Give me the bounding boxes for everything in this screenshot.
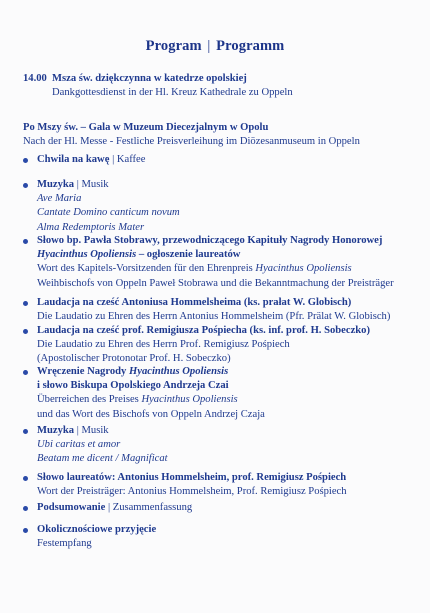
- item-german: Kaffee: [116, 154, 146, 165]
- gala-title-german: Nach der Hl. Messe - Festliche Preisverleihung im Diözesanmuseum in Oppeln: [23, 136, 360, 147]
- bullet-icon: [23, 476, 28, 481]
- program-item-music-2: [23, 424, 423, 467]
- item-polish-rest: i słowo Biskupa Opolskiego Andrzeja Czai: [37, 380, 229, 392]
- item-german: Festempfang: [37, 538, 92, 550]
- item-polish: Słowo laureatów: Antonius Hommelsheim, prof. Remigiusz Pośpiech: [37, 472, 347, 483]
- music-work: Alma Redemptoris Mater: [37, 221, 145, 233]
- item-polish: Laudacja na cześć Antoniusa Hommelsheima (ks. prałat W. Globisch): [37, 297, 352, 308]
- program-item-coffee: [23, 153, 423, 167]
- item-polish: Muzyka: [37, 425, 75, 436]
- prize-name: Hyacinthus Opoliensis: [129, 366, 229, 377]
- mass-time: 14.00: [23, 73, 47, 84]
- item-german: Musik: [81, 179, 109, 190]
- item-german: Die Laudatio zu Ehren des Herrn Prof. Remigiusz Pośpiech: [37, 339, 290, 351]
- item-separator: |: [107, 502, 111, 513]
- program-item-laudatio-pospiech: [23, 324, 423, 367]
- title-separator: |: [207, 38, 211, 54]
- prize-name: Hyacinthus Opoliensis: [141, 394, 238, 406]
- item-german-rest: (Apostolischer Protonotar Prof. H. Sobeczko): [37, 353, 231, 365]
- music-work: Beatam me dicent / Magnificat: [37, 453, 168, 465]
- program-item-chapter-word: [23, 234, 423, 291]
- bullet-icon: [23, 528, 28, 533]
- program-item-music-1: [23, 178, 423, 235]
- title-german: Programm: [216, 38, 285, 54]
- title-polish: Program: [145, 38, 202, 54]
- bullet-icon: [23, 183, 28, 188]
- prize-name: Hyacinthus Opoliensis: [255, 263, 352, 275]
- item-polish: Okolicznościowe przyjęcie: [37, 524, 157, 535]
- item-german: Musik: [81, 425, 109, 436]
- program-item-laudatio-hommelsheim: [23, 296, 423, 324]
- gala-title-polish: Po Mszy św. – Gala w Muzeum Diecezjalnym w Opolu: [23, 122, 269, 133]
- music-work: Cantate Domino canticum novum: [37, 207, 180, 219]
- prize-name: Hyacinthus Opoliensis: [37, 249, 137, 261]
- music-work: Ave Maria: [37, 193, 82, 205]
- bullet-icon: [23, 239, 28, 244]
- item-german: Die Laudatio zu Ehren des Herrn Antonius Hommelsheim (Pfr. Prälat W. Globisch): [37, 311, 391, 323]
- item-separator: |: [112, 154, 115, 165]
- bullet-icon: [23, 329, 28, 334]
- gala-block: [23, 121, 423, 149]
- bullet-icon: [23, 370, 28, 375]
- mass-title-polish: Msza św. dziękczynna w katedrze opolskiej: [52, 73, 247, 84]
- item-polish: Podsumowanie: [37, 502, 106, 513]
- mass-block: [23, 72, 423, 100]
- program-item-summary: [23, 501, 423, 515]
- item-german: Wort des Kapitels-Vorsitzenden für den Ehrenpreis: [37, 263, 256, 275]
- item-german-rest: Weihbischofs von Oppeln Paweł Stobrawa und die Bekanntmachung der Preisträger: [37, 277, 394, 289]
- program-item-laureates-word: [23, 471, 423, 499]
- item-polish: Muzyka: [37, 179, 75, 190]
- item-polish: Laudacja na cześć prof. Remigiusza Pośpiecha (ks. inf. prof. H. Sobeczko): [37, 325, 371, 336]
- item-separator: |: [76, 179, 79, 190]
- bullet-icon: [23, 506, 28, 511]
- item-polish: Wręczenie Nagrody: [37, 366, 129, 377]
- program-item-reception: [23, 523, 423, 551]
- mass-title-german: Dankgottesdienst in der Hl. Kreuz Kathedrale zu Oppeln: [52, 87, 293, 98]
- page-title: [0, 38, 430, 55]
- item-polish: Chwila na kawę: [37, 154, 110, 165]
- program-item-award-ceremony: [23, 365, 423, 422]
- item-german-rest: und das Wort des Bischofs von Oppeln Andrzej Czaja: [37, 408, 265, 420]
- item-german: Überreichen des Preises: [37, 394, 142, 406]
- item-polish: Słowo bp. Pawła Stobrawy, przewodniczącego Kapituły Nagrody Honorowej: [37, 235, 383, 246]
- bullet-icon: [23, 301, 28, 306]
- bullet-icon: [23, 429, 28, 434]
- mass-line-polish: [23, 72, 423, 86]
- item-german: Zusammenfassung: [112, 502, 193, 513]
- item-polish-rest: – ogłoszenie laureatów: [136, 249, 241, 261]
- bullet-icon: [23, 158, 28, 163]
- item-german: Wort der Preisträger: Antonius Hommelsheim, Prof. Remigiusz Pośpiech: [37, 486, 347, 498]
- music-work: Ubi caritas et amor: [37, 439, 121, 451]
- item-separator: |: [76, 425, 79, 436]
